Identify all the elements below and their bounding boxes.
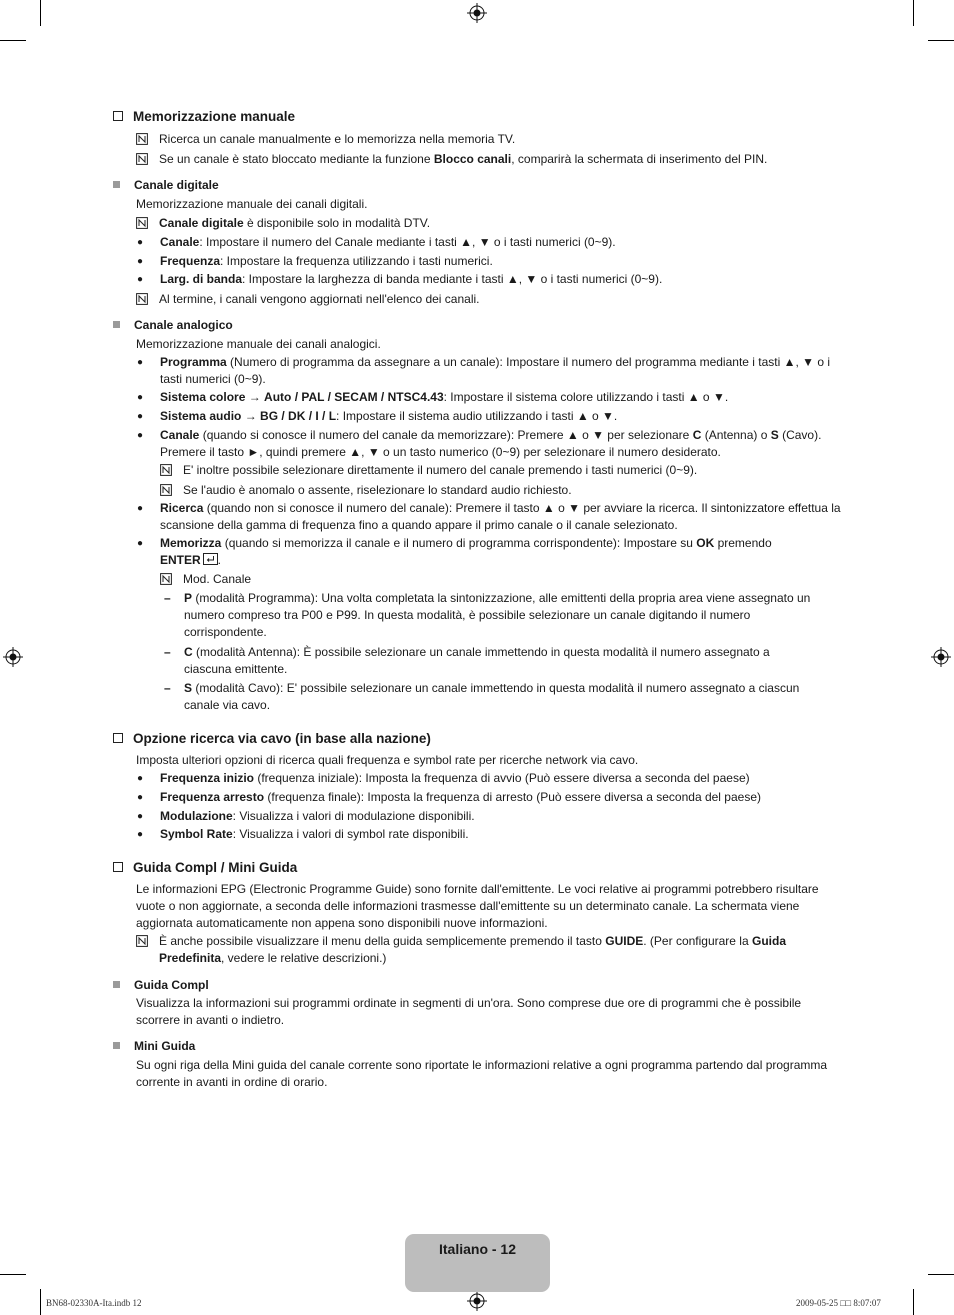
list-item: ● Modulazione: Visualizza i valori di modulazione disponibili. <box>137 809 475 823</box>
bullet-icon: ● <box>137 392 144 403</box>
list-item: ● Canale: Impostare il numero del Canale mediante i tasti ▲, ▼ o i tasti numerici (0~9). <box>137 235 616 249</box>
note-icon <box>136 153 148 165</box>
bullet-icon: ● <box>137 811 144 822</box>
registration-mark-icon <box>931 647 951 667</box>
bullet-icon: ● <box>137 773 144 784</box>
crop-mark <box>40 1289 41 1315</box>
bullet-icon: ● <box>137 274 144 285</box>
note-line: Al termine, i canali vengono aggiornati nell'elenco dei canali. <box>136 291 841 308</box>
note-line: È anche possibile visualizzare il menu della guida semplicemente premendo il tasto GUIDE. (Per configurare la Guida Predefinita, vedere le relative descrizioni.) <box>136 933 841 967</box>
note-line: Se l'audio è anomalo o assente, riselezionare lo standard audio richiesto. <box>160 482 841 499</box>
registration-mark-icon <box>467 3 487 23</box>
crop-mark <box>40 0 41 26</box>
dash-marker: – <box>164 591 171 605</box>
section-heading: Guida Compl / Mini Guida <box>113 859 297 877</box>
subsection-heading: Guida Compl <box>113 977 209 994</box>
checkbox-icon <box>113 733 123 743</box>
note-icon <box>160 464 172 476</box>
square-bullet-icon <box>113 981 120 988</box>
file-slug: BN68-02330A-Ita.indb 12 <box>46 1298 142 1308</box>
crop-mark <box>913 1289 914 1315</box>
dash-marker: – <box>164 645 171 659</box>
crop-mark <box>913 0 914 26</box>
checkbox-icon <box>113 862 123 872</box>
crop-mark <box>0 1274 26 1275</box>
note-icon <box>136 217 148 229</box>
list-item: ● Sistema audio → BG / DK / I / L: Impostare il sistema audio utilizzando i tasti ▲ o ▼. <box>137 409 618 423</box>
section-heading: Memorizzazione manuale <box>113 108 295 126</box>
note-icon <box>136 293 148 305</box>
list-item: ● Frequenza arresto (frequenza finale): Imposta la frequenza di arresto (Può essere diversa a seconda del paese) <box>137 790 761 804</box>
description: Memorizzazione manuale dei canali analogici. <box>136 337 381 351</box>
subsection-heading: Canale digitale <box>113 177 219 194</box>
crop-mark <box>928 1274 954 1275</box>
list-item: ● Canale (quando si conosce il numero del canale da memorizzare): Premere ▲ o ▼ per selezionare C (Antenna) o S (Cavo). Premere il tasto ►, quindi premere ▲, ▼ o un tasto numerico (0~9) per selezionare il numero desiderato. <box>137 428 822 459</box>
list-item: ● Frequenza inizio (frequenza iniziale): Imposta la frequenza di avvio (Può essere diversa a seconda del paese) <box>137 771 750 785</box>
square-bullet-icon <box>113 321 120 328</box>
checkbox-icon <box>113 111 123 121</box>
dash-item: – C (modalità Antenna): È possibile selezionare un canale immettendo in questa modalità il numero assegnato a ciascuna emittente. <box>164 645 770 676</box>
note-icon <box>160 573 172 585</box>
note-line: Mod. Canale <box>160 571 841 588</box>
dash-marker: – <box>164 681 171 695</box>
list-item: ● Symbol Rate: Visualizza i valori di symbol rate disponibili. <box>137 827 469 841</box>
registration-mark-icon <box>3 647 23 667</box>
bullet-icon: ● <box>137 256 144 267</box>
description: Visualizza la informazioni sui programmi ordinate in segmenti di un'ora. Sono comprese due ore di programmi che è possibile scorrere in avanti o indietro. <box>136 996 802 1027</box>
square-bullet-icon <box>113 1042 120 1049</box>
page-number: Italiano - 12 <box>438 1241 517 1257</box>
bullet-icon: ● <box>137 538 144 549</box>
list-item: ● Programma (Numero di programma da assegnare a un canale): Impostare il numero del programma mediante i tasti ▲, ▼ o i tasti numerici (0~9). <box>137 355 831 386</box>
timestamp-slug: 2009-05-25 □□ 8:07:07 <box>796 1298 881 1308</box>
subsection-heading: Mini Guida <box>113 1038 195 1055</box>
list-item: ● Frequenza: Impostare la frequenza utilizzando i tasti numerici. <box>137 254 493 268</box>
subsection-heading: Canale analogico <box>113 317 233 334</box>
list-item: ● Ricerca (quando non si conosce il numero del canale): Premere il tasto ▲ o ▼ per avviare la ricerca. Il sintonizzatore effettua la scansione della gamma di frequenza fino a quando appare il primo canale o il canale selezionato. <box>137 501 841 532</box>
note-line: Ricerca un canale manualmente e lo memorizza nella memoria TV. <box>136 131 841 148</box>
note-line: Canale digitale è disponibile solo in modalità DTV. <box>136 215 841 232</box>
section-heading: Opzione ricerca via cavo (in base alla nazione) <box>113 730 431 748</box>
bullet-icon: ● <box>137 829 144 840</box>
description: Su ogni riga della Mini guida del canale corrente sono riportate le informazioni relative a ogni programma partendo dal programma corrente in avanti in ordine di orario. <box>136 1058 828 1089</box>
note-line: Se un canale è stato bloccato mediante la funzione Blocco canali, comparirà la schermata di inserimento del PIN. <box>136 151 841 168</box>
note-icon <box>160 484 172 496</box>
list-item: ● Larg. di banda: Impostare la larghezza di banda mediante i tasti ▲, ▼ o i tasti numerici (0~9). <box>137 272 663 286</box>
list-item: ● Sistema colore → Auto / PAL / SECAM / NTSC4.43: Impostare il sistema colore utilizzando i tasti ▲ o ▼. <box>137 390 729 404</box>
description: Le informazioni EPG (Electronic Programme Guide) sono fornite dall'emittente. Le voci relative ai programmi potrebbero risultare vuote o non aggiornate, a seconda delle informazioni trasmesse dall'emittente su un determinato canale. La schermata viene aggiornata automaticamente non appena sono disponibili nuove informazioni. <box>136 882 819 930</box>
description: Imposta ulteriori opzioni di ricerca quali frequenza e symbol rate per ricerche network via cavo. <box>136 753 639 767</box>
crop-mark <box>0 40 26 41</box>
note-icon <box>136 133 148 145</box>
bullet-icon: ● <box>137 411 144 422</box>
list-item: ● Memorizza (quando si memorizza il canale e il numero di programma corrispondente): Impostare su OK premendo ENTER . <box>137 536 772 567</box>
square-bullet-icon <box>113 181 120 188</box>
registration-mark-icon <box>467 1291 487 1311</box>
bullet-icon: ● <box>137 503 144 514</box>
dash-item: – P (modalità Programma): Una volta completata la sintonizzazione, alle emittenti della propria area viene assegnato un numero compreso tra P00 e P99. In questa modalità, è possibile selezionare un canale digitando il numero corrispondente. <box>164 591 811 639</box>
bullet-icon: ● <box>137 792 144 803</box>
bullet-icon: ● <box>137 357 144 368</box>
note-line: E' inoltre possibile selezionare direttamente il numero del canale premendo i tasti numerici (0~9). <box>160 462 841 479</box>
description: Memorizzazione manuale dei canali digitali. <box>136 197 368 211</box>
enter-icon <box>203 553 218 565</box>
bullet-icon: ● <box>137 430 144 441</box>
note-icon <box>136 935 148 947</box>
dash-item: – S (modalità Cavo): E' possibile selezionare un canale immettendo in questa modalità il numero assegnato a ciascun canale via cavo. <box>164 681 800 712</box>
bullet-icon: ● <box>137 237 144 248</box>
crop-mark <box>928 40 954 41</box>
